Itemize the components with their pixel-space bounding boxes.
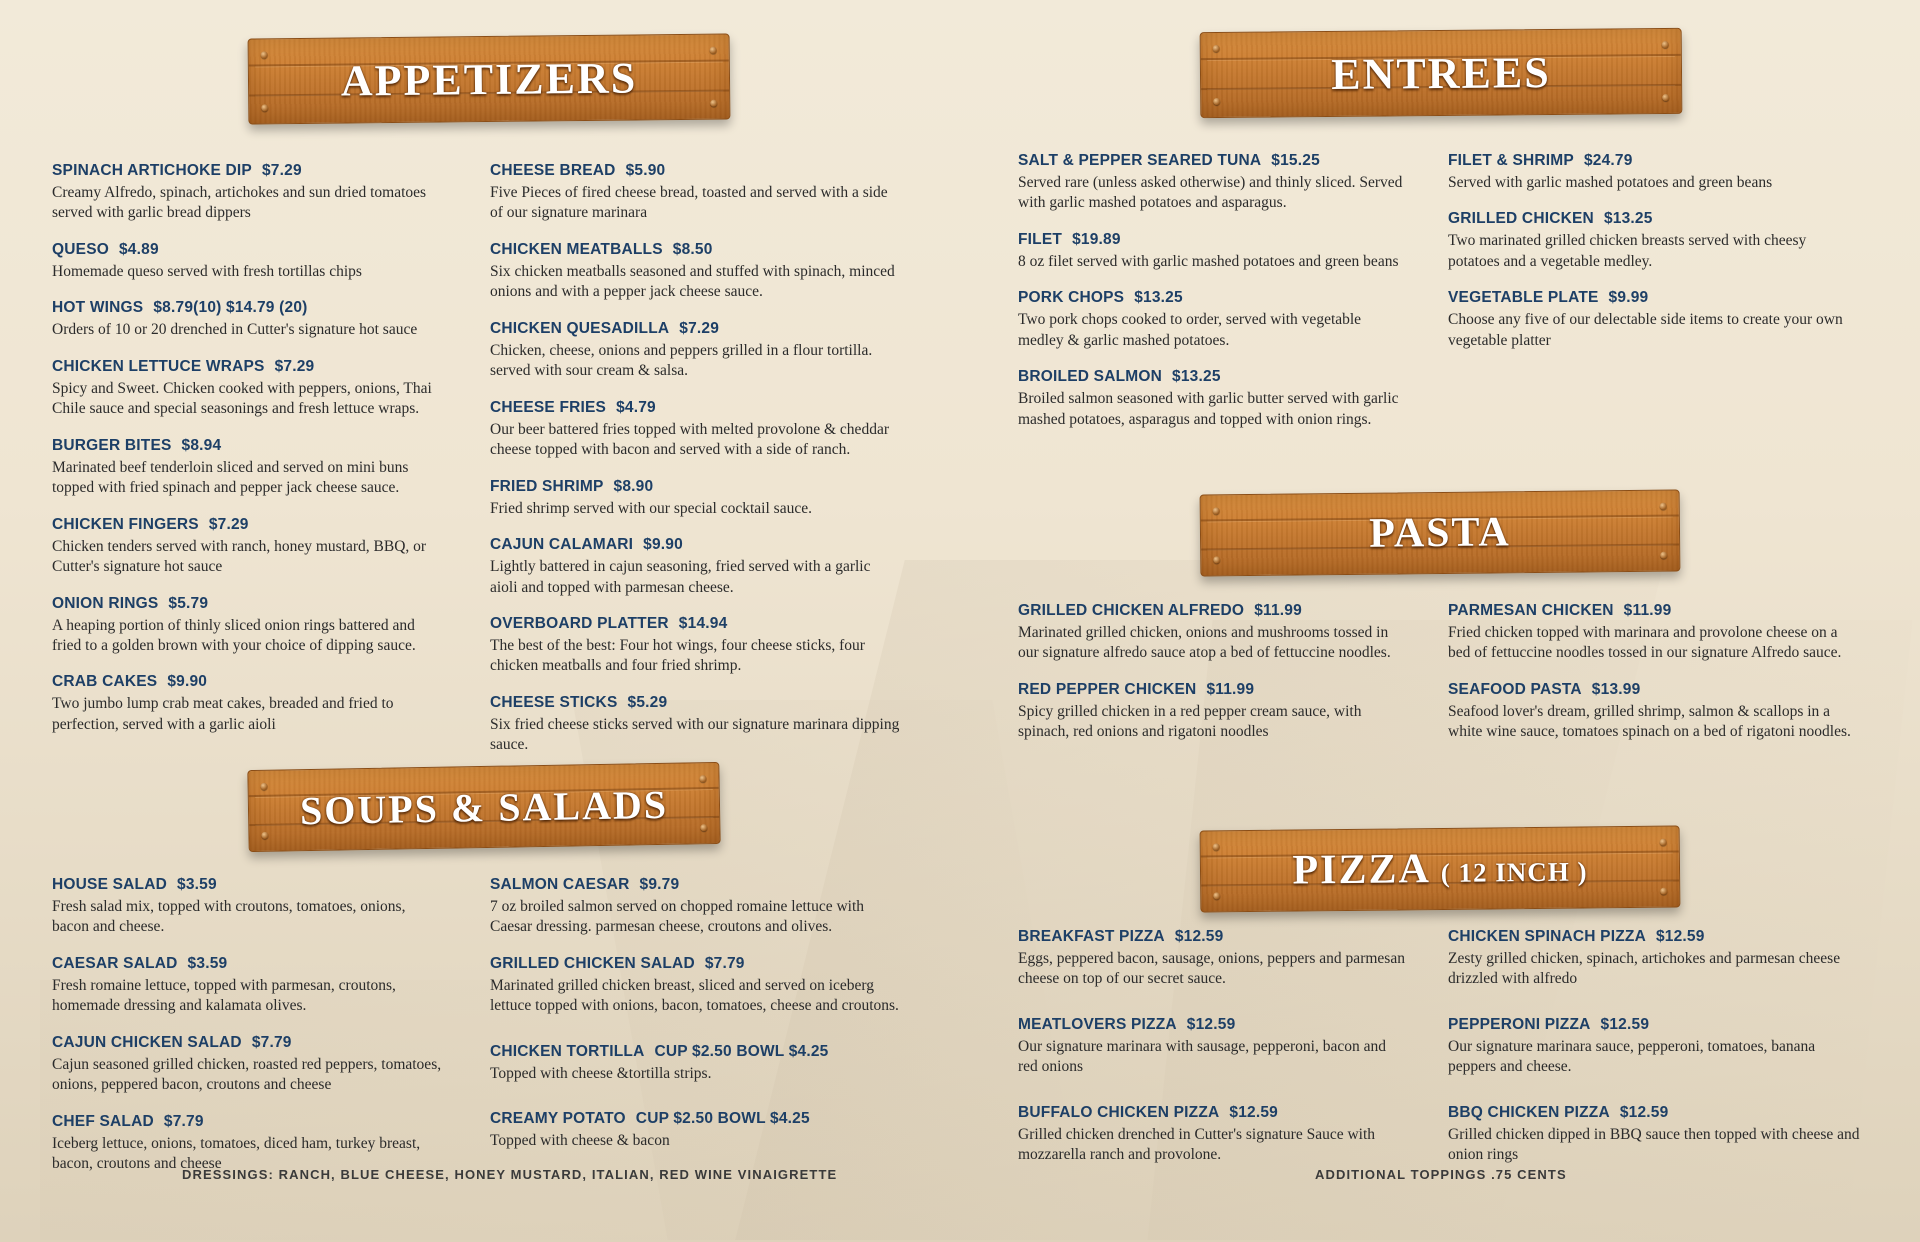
menu-item-name: CAJUN CHICKEN SALAD (52, 1033, 242, 1051)
menu-item (1018, 152, 1408, 214)
menu-item-heading (490, 320, 900, 338)
menu-item-name: SEAFOOD PASTA (1448, 680, 1582, 698)
menu-item-heading (52, 673, 442, 691)
menu-item-name: CHICKEN FINGERS (52, 515, 199, 533)
menu-item-heading (1448, 1016, 1863, 1034)
menu-item-heading (1448, 1104, 1863, 1122)
soups-salads-right-column (490, 876, 900, 1169)
menu-item-price: $7.29 (208, 515, 249, 533)
menu-item-name: SALT & PEPPER SEARED TUNA (1018, 152, 1262, 169)
menu-item-name: PARMESAN CHICKEN (1448, 602, 1614, 619)
menu-item-description: Two pork chops cooked to order, served with vegetable medley & garlic mashed potatoes. (1018, 311, 1362, 349)
section-title-group (1292, 843, 1588, 894)
entrees-left-column (1018, 152, 1408, 447)
menu-item (52, 241, 442, 282)
menu-item-heading (490, 955, 900, 973)
menu-item-name: OVERBOARD PLATTER (490, 614, 669, 632)
pizza-left-column (1018, 928, 1408, 1183)
menu-item-price: $19.89 (1072, 230, 1121, 248)
menu-item-heading (52, 358, 442, 376)
menu-item-heading (1018, 152, 1408, 170)
menu-item-description: Broiled salmon seasoned with garlic butter served with garlic mashed potatoes, asparagus and topped with onion rings. (1018, 390, 1399, 428)
menu-item-name: BREAKFAST PIZZA (1018, 928, 1165, 945)
menu-item-description: A heaping portion of thinly sliced onion rings battered and fried to a golden brown with your choice of dipping sauce. (52, 616, 416, 654)
menu-item-description: Lightly battered in cajun seasoning, fried served with a garlic aioli and topped with parmesan cheese. (490, 558, 871, 596)
section-sign-appetizers (248, 33, 731, 124)
menu-item (52, 673, 442, 735)
menu-item-heading (52, 516, 442, 534)
pasta-left-column (1018, 602, 1408, 760)
menu-item-heading (52, 1034, 442, 1052)
menu-item-heading (52, 437, 442, 455)
menu-item-price: $12.59 (1229, 1103, 1278, 1121)
menu-item-price: $3.59 (187, 954, 228, 972)
menu-item-heading (1018, 368, 1408, 386)
menu-item (490, 1110, 900, 1151)
menu-item-price: $8.79(10) $14.79 (20) (153, 299, 308, 317)
menu-item-heading (1448, 602, 1863, 620)
menu-item-description: Spicy grilled chicken in a red pepper cream sauce, with spinach, red onions and rigatoni noodles (1018, 702, 1362, 741)
menu-item-price: $7.79 (163, 1112, 204, 1130)
menu-item-heading (1448, 289, 1858, 307)
menu-item (490, 694, 900, 756)
menu-item-name: ONION RINGS (52, 594, 159, 612)
menu-item-heading (1018, 602, 1408, 620)
menu-item-name: GRILLED CHICKEN SALAD (490, 954, 695, 972)
menu-item-description: Five Pieces of fired cheese bread, toasted and served with a side of our signature marinara (490, 184, 888, 222)
menu-item (52, 437, 442, 499)
menu-item (1018, 928, 1408, 990)
menu-item-name: CHICKEN MEATBALLS (490, 240, 663, 258)
menu-item-price: $3.59 (177, 876, 217, 893)
menu-item-price: $5.90 (625, 162, 666, 179)
menu-item-name: GRILLED CHICKEN (1448, 210, 1594, 228)
menu-item (52, 1113, 442, 1175)
menu-item-description: Grilled chicken dipped in BBQ sauce then topped with cheese and onion rings (1448, 1125, 1860, 1164)
menu-item-name: CHICKEN SPINACH PIZZA (1448, 928, 1646, 945)
menu-item-description: Cajun seasoned grilled chicken, roasted red peppers, tomatoes, onions, peppered bacon, croutons and cheese (52, 1055, 442, 1094)
menu-item-heading (52, 162, 442, 180)
section-title: PASTA (1369, 509, 1511, 557)
menu-item-description: Spicy and Sweet. Chicken cooked with peppers, onions, Thai Chile sauce and special seasonings and fresh lettuce wraps. (52, 379, 432, 418)
menu-item-price: $8.90 (613, 477, 654, 495)
menu-item (490, 320, 900, 382)
menu-item-price: $7.29 (679, 319, 720, 337)
menu-item-name: BROILED SALMON (1018, 368, 1163, 386)
menu-item-price: $13.25 (1172, 368, 1221, 386)
menu-item-heading (490, 615, 900, 633)
menu-item (490, 1043, 900, 1084)
menu-item-name: FILET & SHRIMP (1448, 152, 1574, 169)
menu-item (1018, 231, 1408, 272)
menu-item-name: RED PEPPER CHICKEN (1018, 680, 1197, 698)
menu-item-heading (52, 241, 442, 259)
menu-item (52, 299, 442, 340)
menu-item-heading (490, 536, 900, 554)
menu-item-name: PORK CHOPS (1018, 289, 1125, 307)
menu-item-heading (490, 1043, 900, 1061)
menu-item-heading (1448, 152, 1858, 170)
menu-item (490, 399, 900, 461)
menu-item-description: Fresh romaine lettuce, topped with parmesan, croutons, homemade dressing and kalamata olives. (52, 976, 396, 1015)
section-title: SOUPS & SALADS (299, 781, 669, 833)
menu-item (490, 536, 900, 598)
menu-item-heading (490, 1110, 900, 1128)
menu-item-price: CUP $2.50 BOWL $4.25 (654, 1042, 829, 1060)
menu-item-price: $7.29 (261, 162, 302, 179)
menu-item-description: Six fried cheese sticks served with our signature marinara dipping sauce. (490, 715, 900, 754)
menu-item-heading (52, 876, 442, 894)
menu-item-name: CHEESE BREAD (490, 162, 616, 179)
menu-item-description: Marinated grilled chicken breast, sliced and served on iceberg lettuce topped with onions, bacon, tomatoes, cheese and croutons. (490, 976, 899, 1015)
menu-item-price: $11.99 (1254, 602, 1302, 619)
menu-item-price: $13.25 (1134, 289, 1183, 307)
menu-item-heading (52, 1113, 442, 1131)
menu-item-description: Marinated grilled chicken, onions and mushrooms tossed in our signature alfredo sauce atop a bed of fettuccine noodles. (1018, 624, 1391, 662)
menu-item-price: $11.99 (1206, 680, 1255, 698)
menu-item-description: Our signature marinara with sausage, pepperoni, bacon and red onions (1018, 1037, 1386, 1076)
menu-item (1018, 602, 1408, 664)
menu-item-description: Topped with cheese &tortilla strips. (490, 1064, 712, 1082)
menu-item-price: $12.59 (1655, 928, 1705, 945)
menu-item (1448, 1104, 1863, 1166)
menu-item-description: Iceberg lettuce, onions, tomatoes, diced ham, turkey breast, bacon, croutons and cheese (52, 1134, 421, 1173)
menu-item-price: $4.79 (616, 398, 656, 416)
menu-item-name: FILET (1018, 230, 1063, 248)
menu-item (52, 162, 442, 224)
menu-item-heading (52, 955, 442, 973)
menu-item (1018, 681, 1408, 743)
menu-item-name: CRAB CAKES (52, 673, 158, 691)
menu-item (1448, 928, 1863, 990)
menu-item-description: 7 oz broiled salmon served on chopped romaine lettuce with Caesar dressing. parmesan cheese, croutons and olives. (490, 898, 865, 936)
menu-item-name: SPINACH ARTICHOKE DIP (52, 162, 252, 179)
menu-item-name: CHICKEN QUESADILLA (490, 319, 670, 337)
pizza-right-column (1448, 928, 1863, 1183)
section-sign-pizza (1200, 825, 1681, 912)
menu-item-name: BURGER BITES (52, 436, 172, 454)
menu-item-heading (1018, 1016, 1408, 1034)
menu-item-price: $9.79 (639, 876, 680, 893)
menu-item-name: CAESAR SALAD (52, 954, 178, 972)
menu-item-description: Our signature marinara sauce, pepperoni, tomatoes, banana peppers and cheese. (1448, 1037, 1816, 1076)
appetizers-right-column (490, 162, 900, 773)
menu-item-heading (1018, 928, 1408, 946)
menu-item-name: CHICKEN LETTUCE WRAPS (52, 357, 265, 375)
menu-item (1448, 602, 1863, 664)
section-title: APPETIZERS (340, 52, 638, 106)
menu-item-price: $8.50 (672, 240, 713, 258)
menu-item (1448, 1016, 1863, 1078)
menu-item-description: Chicken tenders served with ranch, honey mustard, BBQ, or Cutter's signature hot sauce (52, 537, 427, 576)
menu-item-heading (490, 399, 900, 417)
menu-item-description: Two marinated grilled chicken breasts served with cheesy potatoes and a vegetable medley. (1448, 232, 1807, 270)
menu-item (490, 162, 900, 224)
menu-item-heading (490, 694, 900, 712)
menu-item-description: 8 oz filet served with garlic mashed potatoes and green beans (1018, 252, 1399, 270)
menu-item-description: The best of the best: Four hot wings, four cheese sticks, four chicken meatballs and four fried shrimp. (490, 636, 865, 675)
menu-item-name: VEGETABLE PLATE (1448, 289, 1599, 307)
menu-item-price: $12.59 (1186, 1015, 1236, 1033)
dressings-footnote: DRESSINGS: RANCH, BLUE CHEESE, HONEY MUSTARD, ITALIAN, RED WINE VINAIGRETTE (182, 1167, 838, 1182)
menu-item-description: Seafood lover's dream, grilled shrimp, salmon & scallops in a white wine sauce, tomatoes spinach on a bed of rigatoni noodles. (1448, 702, 1851, 741)
menu-item-price: $12.59 (1174, 928, 1224, 945)
menu-item-description: Fried chicken topped with marinara and provolone cheese on a bed of fettuccine noodles tossed in our signature Alfredo sauce. (1448, 624, 1842, 662)
menu-item-description: Two jumbo lump crab meat cakes, breaded and fried to perfection, served with a garlic aioli (52, 695, 394, 733)
menu-item-heading (1018, 231, 1408, 249)
menu-item-price: $14.94 (678, 614, 728, 632)
entrees-right-column (1448, 152, 1858, 368)
menu-item (1448, 152, 1858, 193)
menu-item-heading (490, 876, 900, 894)
menu-item-name: CHEESE STICKS (490, 693, 618, 711)
menu-item (52, 876, 442, 938)
menu-item-description: Orders of 10 or 20 drenched in Cutter's signature hot sauce (52, 321, 418, 339)
menu-item-description: Served with garlic mashed potatoes and green beans (1448, 174, 1773, 191)
menu-item-description: Creamy Alfredo, spinach, artichokes and sun dried tomatoes served with garlic bread dippers (52, 184, 427, 222)
section-title: PIZZA (1292, 846, 1432, 894)
menu-item-heading (1018, 289, 1408, 307)
menu-item-heading (1448, 928, 1863, 946)
menu-item-description: Choose any five of our delectable side items to create your own vegetable platter (1448, 311, 1843, 349)
menu-item (1018, 1104, 1408, 1166)
menu-item-description: Six chicken meatballs seasoned and stuffed with spinach, minced onions and with a pepper jack cheese sauce. (490, 262, 895, 301)
pasta-right-column (1448, 602, 1863, 760)
menu-item (1018, 1016, 1408, 1078)
menu-item (52, 595, 442, 657)
menu-item-price: $7.79 (704, 954, 745, 972)
menu-item-price: $7.79 (251, 1033, 292, 1051)
menu-item-price: $9.90 (167, 673, 208, 691)
menu-item-price: $24.79 (1583, 152, 1633, 169)
menu-item (490, 955, 900, 1017)
menu-item (490, 876, 900, 938)
menu-item-description: Zesty grilled chicken, spinach, artichokes and parmesan cheese drizzled with alfredo (1448, 950, 1841, 988)
menu-item-price: $11.99 (1623, 602, 1672, 619)
menu-item-heading (52, 299, 442, 317)
menu-item-price: $8.94 (181, 436, 222, 454)
menu-item-price: $9.99 (1608, 289, 1649, 307)
menu-item-description: Marinated beef tenderloin sliced and served on mini buns topped with fried spinach and pepper jack cheese sauce. (52, 458, 409, 497)
menu-item-description: Fresh salad mix, topped with croutons, tomatoes, onions, bacon and cheese. (52, 898, 406, 936)
menu-item-price: CUP $2.50 BOWL $4.25 (635, 1110, 810, 1128)
menu-item (1448, 681, 1863, 743)
menu-item-description: Our beer battered fries topped with melted provolone & cheddar cheese topped with bacon and served with a side of ranch. (490, 420, 889, 459)
menu-item-price: $15.25 (1271, 152, 1320, 169)
menu-item-description: Chicken, cheese, onions and peppers grilled in a flour tortilla. served with sour cream & salsa. (490, 341, 873, 380)
menu-item-price: $13.99 (1591, 680, 1641, 698)
menu-item-price: $12.59 (1619, 1103, 1669, 1121)
menu-item-name: FRIED SHRIMP (490, 477, 604, 495)
menu-item (1448, 210, 1858, 272)
section-sign-entrees (1200, 28, 1683, 118)
appetizers-left-column (52, 162, 442, 752)
menu-item-heading (52, 595, 442, 613)
menu-item-price: $9.90 (643, 536, 683, 554)
menu-item-name: HOT WINGS (52, 299, 144, 317)
section-sign-pasta (1200, 489, 1681, 576)
menu-item-name: MEATLOVERS PIZZA (1018, 1015, 1177, 1033)
toppings-footnote: ADDITIONAL TOPPINGS .75 CENTS (1315, 1167, 1567, 1182)
menu-item (52, 955, 442, 1017)
menu-item-heading (1018, 1104, 1408, 1122)
menu-item (1018, 368, 1408, 430)
section-title: ENTREES (1331, 47, 1551, 99)
menu-item-heading (490, 478, 900, 496)
menu-item (52, 358, 442, 420)
section-sign-soups-salads (247, 762, 720, 852)
menu-item-name: BUFFALO CHICKEN PIZZA (1018, 1103, 1220, 1121)
menu-item-name: GRILLED CHICKEN ALFREDO (1018, 602, 1245, 619)
menu-item-price: $5.79 (168, 594, 209, 612)
menu-item-description: Fried shrimp served with our special cocktail sauce. (490, 499, 812, 517)
menu-item-price: $7.29 (274, 357, 315, 375)
menu-item-name: CAJUN CALAMARI (490, 536, 634, 554)
soups-salads-left-column (52, 876, 442, 1192)
menu-item (490, 478, 900, 519)
menu-item (1448, 289, 1858, 351)
section-subtitle: ( 12 INCH ) (1440, 856, 1588, 888)
menu-item-heading (490, 162, 900, 180)
menu-item-name: QUESO (52, 240, 109, 258)
menu-item-price: $5.29 (627, 693, 668, 711)
menu-item-heading (1448, 681, 1863, 699)
menu-item (52, 1034, 442, 1096)
menu-item-heading (490, 241, 900, 259)
menu-item-name: BBQ CHICKEN PIZZA (1448, 1103, 1610, 1121)
menu-item-heading (1448, 210, 1858, 228)
menu-item-description: Homemade queso served with fresh tortillas chips (52, 262, 362, 280)
menu-item-name: CHICKEN TORTILLA (490, 1042, 645, 1060)
menu-item-description: Grilled chicken drenched in Cutter's signature Sauce with mozzarella ranch and provolone. (1018, 1125, 1376, 1164)
menu-item-price: $12.59 (1600, 1015, 1650, 1033)
menu-item-name: SALMON CAESAR (490, 876, 630, 893)
menu-item-name: PEPPERONI PIZZA (1448, 1015, 1591, 1033)
menu-item-description: Served rare (unless asked otherwise) and thinly sliced. Served with garlic mashed potatoes and asparagus. (1018, 174, 1403, 212)
menu-item-description: Topped with cheese & bacon (490, 1132, 670, 1150)
menu-item-name: CHEESE FRIES (490, 398, 607, 416)
menu-item-description: Eggs, peppered bacon, sausage, onions, peppers and parmesan cheese on top of our secret sauce. (1018, 950, 1405, 988)
menu-item-price: $4.89 (118, 240, 159, 258)
menu-item-name: CREAMY POTATO (490, 1110, 626, 1128)
menu-item (1018, 289, 1408, 351)
menu-item-heading (1018, 681, 1408, 699)
menu-item (52, 516, 442, 578)
menu-item (490, 615, 900, 677)
menu-item (490, 241, 900, 303)
menu-item-name: HOUSE SALAD (52, 876, 168, 893)
menu-item-name: CHEF SALAD (52, 1112, 154, 1130)
menu-item-price: $13.25 (1603, 210, 1653, 228)
